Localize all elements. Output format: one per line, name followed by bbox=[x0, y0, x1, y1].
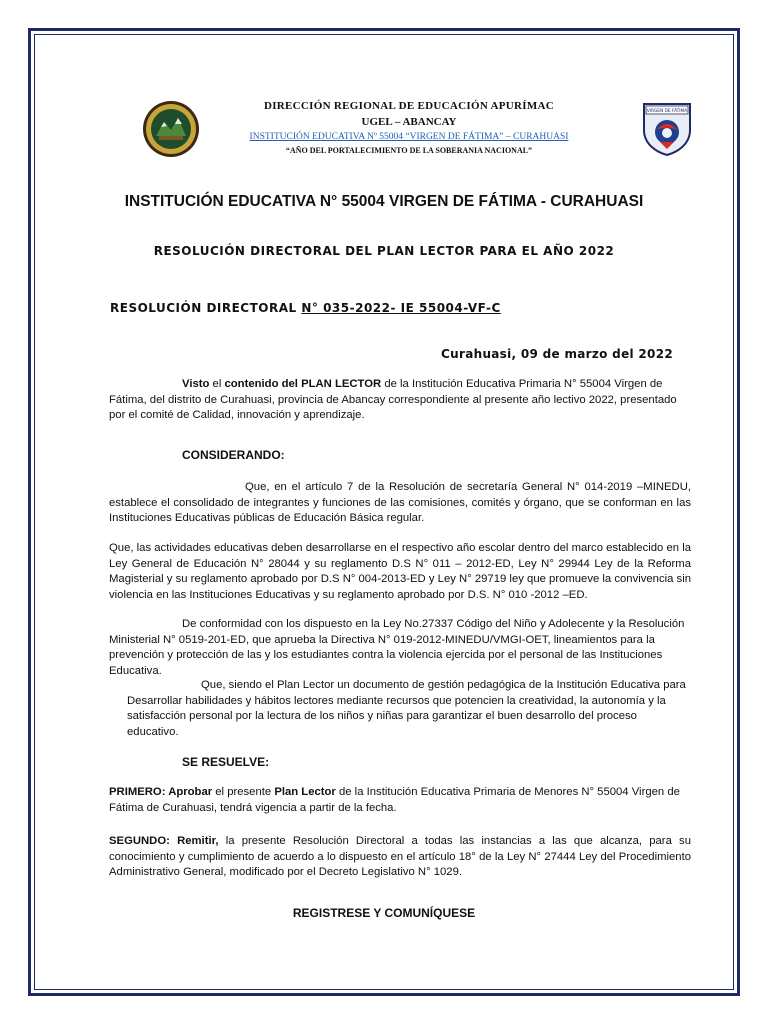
header-regional-direction: DIRECCIÓN REGIONAL DE EDUCACIÓN APURÍMAC bbox=[263, 100, 555, 112]
considerando-text-2: Que, las actividades educativas deben desarrollarse en el respectivo año escolar dentro del marco establecido en la Ley General de Educación N° 28044 y su reglamento D.S N° 011 – 2012-ED, Ley N° 29944 Ley de la Reforma Magisterial y su reglamento aprobado por D.S N° 004-2013-ED y Ley N° 29719 ley que promueve la convivencia sin violencia en las Instituciones Educativas y su reglamento aprobado por D.S. N° 010 -2012 –ED. bbox=[109, 542, 691, 601]
primero-plan-lector: Plan Lector bbox=[274, 786, 336, 798]
closing-statement: REGISTRESE Y COMUNÍQUESE bbox=[292, 906, 476, 920]
header-institution-link[interactable]: INSTITUCIÓN EDUCATIVA Nº 55004 “VIRGEN DE FÁTIMA” – CURAHUASI bbox=[249, 132, 569, 142]
primero-rest: de la Institución Educativa Primaria de Menores N° 55004 Virgen de Fátima de Curahuasi, tendrá vigencia a partir de la fecha. bbox=[109, 786, 680, 814]
resolution-label: RESOLUCIÓN DIRECTORAL bbox=[110, 301, 297, 315]
considerando-text-3: De conformidad con los dispuesto en la Ley No.27337 Código del Niño y Adolecente y la Resolución Ministerial N° 0519-201-ED, que aprueba la Directiva N° 019-2012-MINEDU/VMGI-OET, lineamientos para la prevención y protección de las y los estudiantes contra la violencia ejercida por el personal de las Instituciones Educativa. bbox=[109, 618, 685, 677]
visto-plan-lector: contenido del PLAN LECTOR bbox=[224, 378, 382, 390]
regional-emblem-logo bbox=[142, 100, 200, 158]
resolution-number-line bbox=[110, 301, 501, 315]
document-date: Curahuasi, 09 de marzo del 2022 bbox=[441, 347, 673, 361]
primero-label: PRIMERO: Aprobar bbox=[109, 786, 213, 798]
segundo-paragraph bbox=[109, 834, 691, 881]
visto-word: Visto bbox=[182, 378, 210, 390]
header-year-motto: “AÑO DEL PORTALECIMIENTO DE LA SOBERANIA NACIONAL” bbox=[285, 146, 533, 155]
document-title: INSTITUCIÓN EDUCATIVA N° 55004 VIRGEN DE FÁTIMA - CURAHUASI bbox=[124, 193, 644, 210]
considerando-paragraph-3 bbox=[109, 617, 691, 679]
primero-paragraph bbox=[109, 785, 691, 816]
school-emblem-logo bbox=[640, 100, 694, 156]
segundo-label: SEGUNDO: Remitir, bbox=[109, 835, 219, 847]
header-ugel: UGEL – ABANCAY bbox=[361, 116, 457, 128]
visto-connector: el bbox=[209, 378, 225, 390]
considerando-text-4: Que, siendo el Plan Lector un documento de gestión pedagógica de la Institución Educativa para Desarrollar habilidades y hábitos lectores mediante recursos que potencien la creatividad, la autonomía y la satisfacción personal por la lectura de los niños y niñas para garantizar el buen desarrollo del proceso educativo. bbox=[127, 679, 686, 738]
primero-mid: el presente bbox=[212, 786, 275, 798]
considerando-text-1: Que, en el artículo 7 de la Resolución de secretaría General N° 014-2019 –MINEDU, establece el consolidado de integrantes y funciones de las comisiones, comités y órgano, que se conforman en las Instituciones Educativas públicas de Educación Básica regular. bbox=[109, 481, 691, 524]
resuelve-heading: SE RESUELVE: bbox=[182, 755, 270, 769]
resolution-number: N° 035-2022- IE 55004-VF-C bbox=[301, 301, 501, 315]
segundo-rest: la presente Resolución Directoral a todas las instancias a las que alcanza, para su conocimiento y cumplimiento de acuerdo a lo dispuesto en el artículo 18° de la Ley N° 27444 Ley del Procedimiento Administrativo General, modificado por el Decreto Legislativo N° 1029. bbox=[109, 835, 691, 878]
considerando-heading: CONSIDERANDO: bbox=[182, 448, 285, 462]
school-emblem-text: VIRGEN DE FÁTIMA bbox=[646, 109, 688, 114]
considerando-paragraph-2 bbox=[109, 541, 691, 603]
considerando-paragraph-4 bbox=[127, 678, 691, 740]
document-subtitle: RESOLUCIÓN DIRECTORAL DEL PLAN LECTOR PARA EL AÑO 2022 bbox=[153, 244, 615, 258]
considerando-paragraph-1 bbox=[109, 480, 691, 527]
visto-paragraph bbox=[109, 377, 691, 424]
visto-rest: de la Institución Educativa Primaria N° 55004 Virgen de Fátima, del distrito de Curahuasi, provincia de Abancay correspondiente al presente año lectivo 2022, presentado por el comité de Calidad, innovación y aprendizaje. bbox=[109, 378, 677, 421]
